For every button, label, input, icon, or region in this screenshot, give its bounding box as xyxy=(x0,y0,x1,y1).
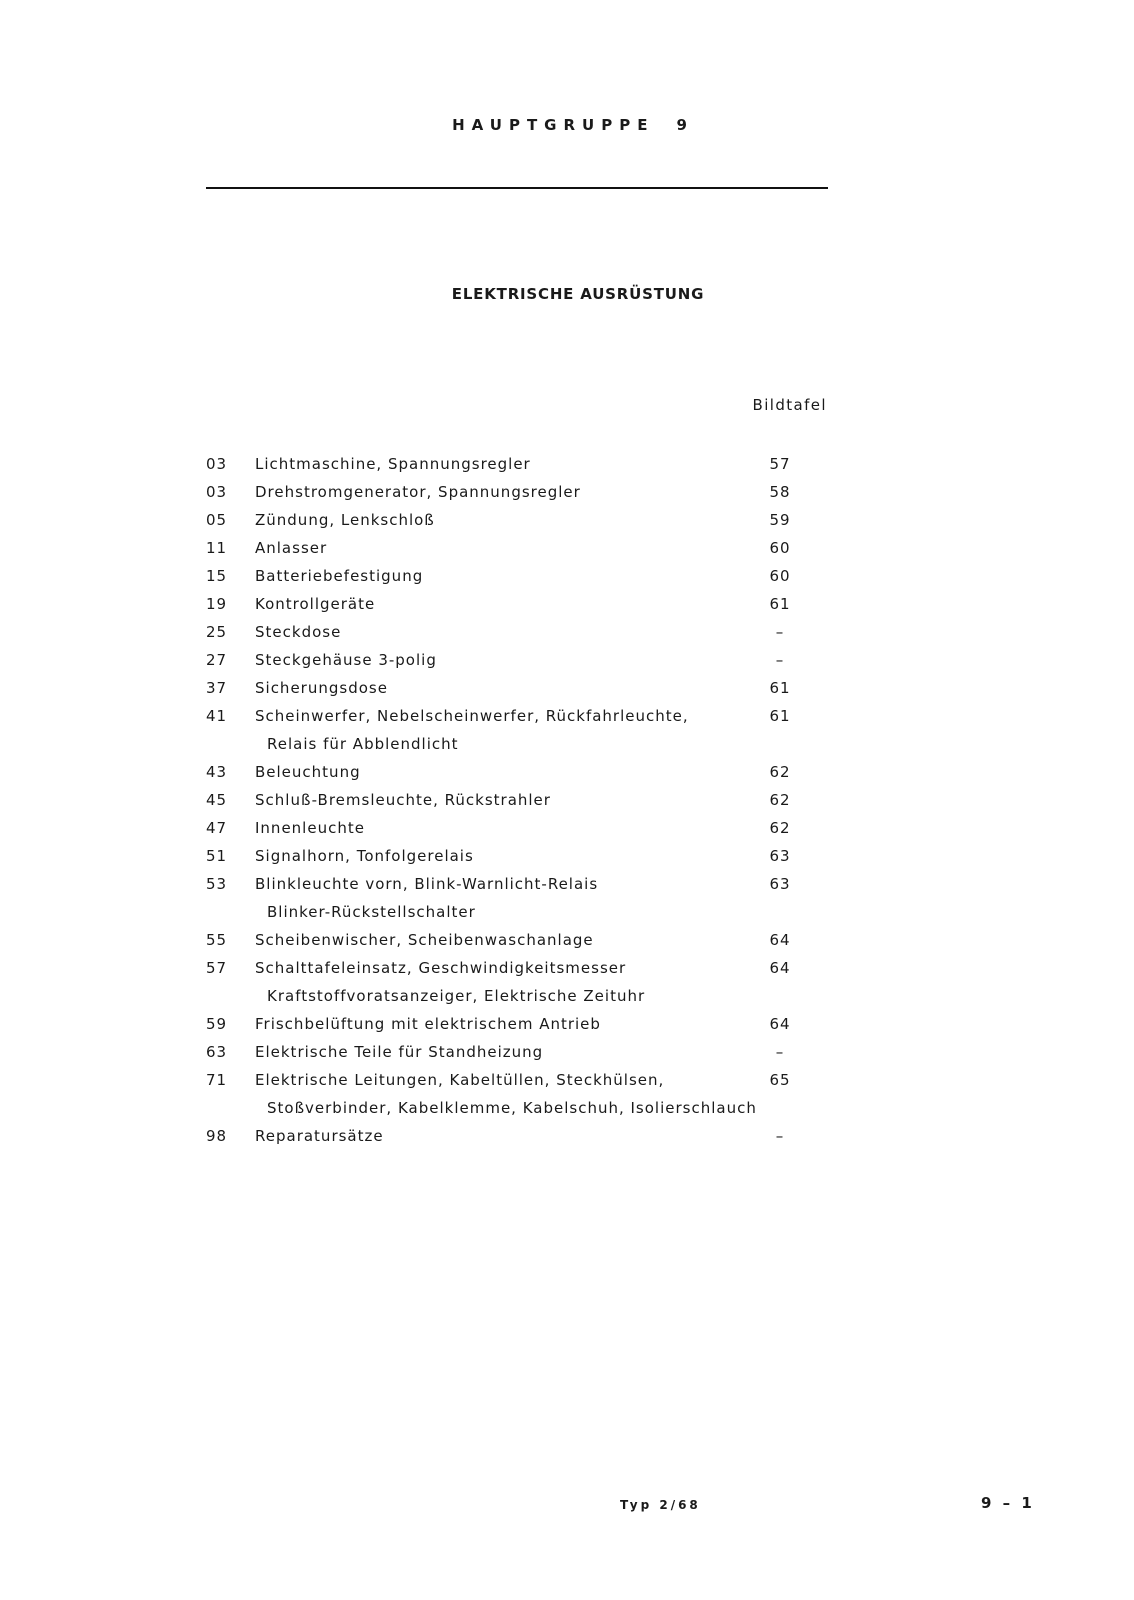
entry-title-line: Batteriebefestigung xyxy=(255,567,424,585)
entry-number: 05 xyxy=(206,511,228,529)
entry-number: 51 xyxy=(206,847,228,865)
list-item xyxy=(200,506,820,534)
entry-title-line: Steckgehäuse 3-polig xyxy=(255,651,437,669)
entry-number: 11 xyxy=(206,539,228,557)
entry-number: 98 xyxy=(206,1127,228,1145)
heading-number: 9 xyxy=(676,116,694,134)
entry-title-line: Scheibenwischer, Scheibenwaschanlage xyxy=(255,931,594,949)
entry-plate-ref: 64 xyxy=(769,1015,791,1033)
entry-title xyxy=(255,534,765,562)
page-heading xyxy=(0,116,1134,134)
entry-number: 25 xyxy=(206,623,228,641)
entry-plate-ref: 62 xyxy=(769,791,791,809)
entry-plate-ref: 57 xyxy=(769,455,791,473)
entry-plate-ref: 61 xyxy=(769,707,791,725)
entry-title-line: Schalttafeleinsatz, Geschwindigkeitsmesser xyxy=(255,959,627,977)
entry-title xyxy=(255,450,765,478)
entry-title xyxy=(255,562,765,590)
entry-plate-ref: 62 xyxy=(769,763,791,781)
entry-title xyxy=(255,814,765,842)
entry-title xyxy=(255,1038,765,1066)
list-item xyxy=(200,954,820,1010)
entry-title xyxy=(255,646,765,674)
entry-plate-ref: 63 xyxy=(769,847,791,865)
list-item xyxy=(200,702,820,758)
entry-number: 03 xyxy=(206,455,228,473)
entry-title-continuation: Blinker-Rückstellschalter xyxy=(267,903,476,921)
entry-title-line: Blinkleuchte vorn, Blink-Warnlicht-Relais xyxy=(255,875,599,893)
list-item xyxy=(200,814,820,842)
entry-plate-ref: 62 xyxy=(769,819,791,837)
entry-number: 43 xyxy=(206,763,228,781)
entry-plate-ref: 59 xyxy=(769,511,791,529)
entry-number: 63 xyxy=(206,1043,228,1061)
list-item xyxy=(200,1038,820,1066)
entry-plate-ref: – xyxy=(775,623,785,641)
list-item xyxy=(200,842,820,870)
entry-title xyxy=(255,954,765,1010)
list-item xyxy=(200,534,820,562)
list-item xyxy=(200,758,820,786)
entry-number: 41 xyxy=(206,707,228,725)
entry-title xyxy=(255,1010,765,1038)
list-item xyxy=(200,478,820,506)
list-item xyxy=(200,618,820,646)
entry-number: 27 xyxy=(206,651,228,669)
table-of-contents xyxy=(200,450,820,1150)
list-item xyxy=(200,870,820,926)
entry-title-line: Reparatursätze xyxy=(255,1127,384,1145)
entry-title xyxy=(255,926,765,954)
list-item xyxy=(200,646,820,674)
entry-number: 57 xyxy=(206,959,228,977)
entry-number: 15 xyxy=(206,567,228,585)
column-header-bildtafel: Bildtafel xyxy=(752,396,827,414)
list-item xyxy=(200,1066,820,1122)
entry-number: 19 xyxy=(206,595,228,613)
entry-plate-ref: 60 xyxy=(769,567,791,585)
entry-number: 53 xyxy=(206,875,228,893)
entry-title xyxy=(255,478,765,506)
entry-plate-ref: 64 xyxy=(769,959,791,977)
heading-label: HAUPTGRUPPE xyxy=(452,116,655,134)
entry-number: 59 xyxy=(206,1015,228,1033)
entry-number: 03 xyxy=(206,483,228,501)
entry-number: 71 xyxy=(206,1071,228,1089)
entry-title-line: Sicherungsdose xyxy=(255,679,388,697)
entry-title-continuation: Stoßverbinder, Kabelklemme, Kabelschuh, Isolierschlauch xyxy=(267,1099,757,1117)
entry-title xyxy=(255,506,765,534)
list-item xyxy=(200,1122,820,1150)
footer-type: Typ 2/68 xyxy=(620,1498,701,1512)
entry-title-line: Zündung, Lenkschloß xyxy=(255,511,435,529)
entry-plate-ref: 63 xyxy=(769,875,791,893)
entry-title xyxy=(255,1122,765,1150)
entry-title xyxy=(255,674,765,702)
entry-plate-ref: 65 xyxy=(769,1071,791,1089)
entry-plate-ref: 58 xyxy=(769,483,791,501)
entry-title xyxy=(255,758,765,786)
entry-title-line: Elektrische Leitungen, Kabeltüllen, Steckhülsen, xyxy=(255,1071,665,1089)
entry-plate-ref: 64 xyxy=(769,931,791,949)
heading-rule xyxy=(206,187,828,189)
list-item xyxy=(200,926,820,954)
entry-number: 47 xyxy=(206,819,228,837)
entry-plate-ref: 61 xyxy=(769,679,791,697)
entry-plate-ref: – xyxy=(775,1127,785,1145)
section-title: ELEKTRISCHE AUSRÜSTUNG xyxy=(451,285,705,303)
entry-title xyxy=(255,786,765,814)
entry-plate-ref: 60 xyxy=(769,539,791,557)
entry-title xyxy=(255,870,765,926)
footer-page-number: 9 – 1 xyxy=(981,1494,1035,1512)
entry-title-line: Beleuchtung xyxy=(255,763,361,781)
entry-plate-ref: – xyxy=(775,651,785,669)
entry-title-line: Kontrollgeräte xyxy=(255,595,376,613)
entry-title-line: Scheinwerfer, Nebelscheinwerfer, Rückfahrleuchte, xyxy=(255,707,689,725)
entry-number: 45 xyxy=(206,791,228,809)
entry-number: 55 xyxy=(206,931,228,949)
entry-title-line: Innenleuchte xyxy=(255,819,365,837)
entry-title-line: Lichtmaschine, Spannungsregler xyxy=(255,455,531,473)
list-item xyxy=(200,450,820,478)
list-item xyxy=(200,590,820,618)
entry-title-line: Drehstromgenerator, Spannungsregler xyxy=(255,483,581,501)
entry-plate-ref: 61 xyxy=(769,595,791,613)
entry-title xyxy=(255,618,765,646)
entry-title-line: Schluß-Bremsleuchte, Rückstrahler xyxy=(255,791,551,809)
list-item xyxy=(200,674,820,702)
list-item xyxy=(200,786,820,814)
entry-plate-ref: – xyxy=(775,1043,785,1061)
entry-title-line: Anlasser xyxy=(255,539,328,557)
entry-title-line: Frischbelüftung mit elektrischem Antrieb xyxy=(255,1015,601,1033)
entry-title-line: Signalhorn, Tonfolgerelais xyxy=(255,847,474,865)
entry-title-line: Elektrische Teile für Standheizung xyxy=(255,1043,544,1061)
entry-number: 37 xyxy=(206,679,228,697)
entry-title xyxy=(255,842,765,870)
entry-title-line: Steckdose xyxy=(255,623,342,641)
entry-title xyxy=(255,1066,765,1122)
entry-title-continuation: Relais für Abblendlicht xyxy=(267,735,459,753)
entry-title xyxy=(255,702,765,758)
list-item xyxy=(200,562,820,590)
list-item xyxy=(200,1010,820,1038)
entry-title-continuation: Kraftstoffvoratsanzeiger, Elektrische Zeituhr xyxy=(267,987,646,1005)
entry-title xyxy=(255,590,765,618)
